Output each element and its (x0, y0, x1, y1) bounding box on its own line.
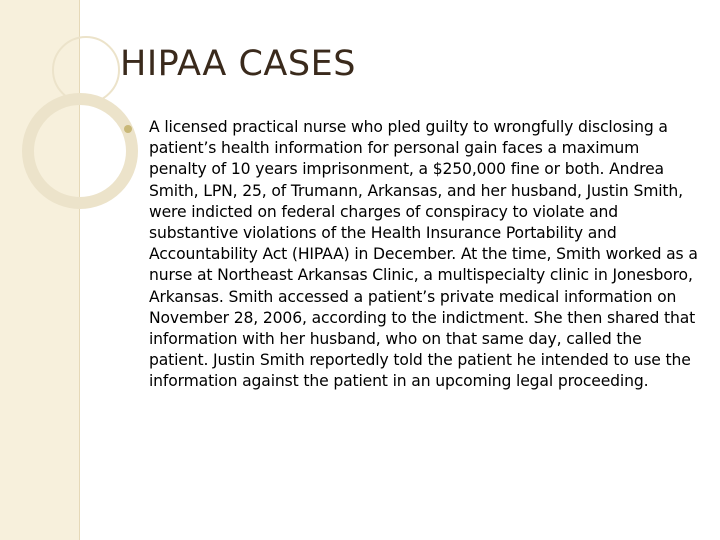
bullet-list (124, 117, 698, 393)
list-item (124, 117, 698, 393)
bullet-icon (124, 125, 132, 133)
page-title: HIPAA CASES (120, 44, 356, 84)
bullet-text: A licensed practical nurse who pled guilty to wrongfully disclosing a patient’s health information for personal gain faces a maximum penalty of 10 years imprisonment, a $250,000 fine or both. Andrea Smith, LPN, 25, of Trumann, Arkansas, and her husband, Justin Smith, were indicted on federal charges of conspiracy to violate and substantive violations of the Health Insurance Portability and Accountability Act (HIPAA) in December. At the time, Smith worked as a nurse at Northeast Arkansas Clinic, a multispecialty clinic in Jonesboro, Arkansas. Smith accessed a patient’s private medical information on November 28, 2006, according to the indictment. She then shared that information with her husband, who on that same day, called the patient. Justin Smith reportedly told the patient he intended to use the information against the patient in an upcoming legal proceeding. (149, 118, 698, 391)
side-decor-panel (0, 0, 80, 540)
